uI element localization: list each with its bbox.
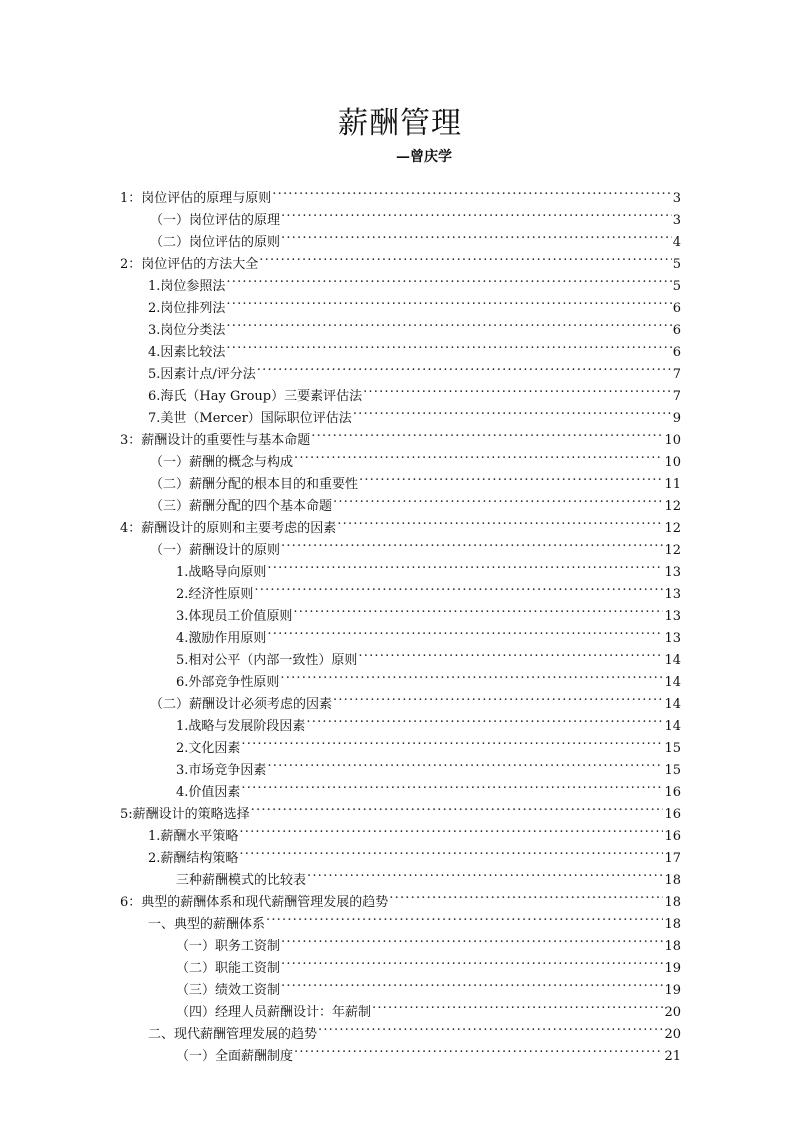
toc-entry-label: 2.岗位排列法 [148, 301, 226, 316]
toc-entry[interactable] [148, 312, 681, 338]
toc-entry-label: 3.岗位分类法 [148, 323, 226, 338]
toc-leader-dots [226, 290, 671, 312]
toc-entry-label: 6：典型的薪酬体系和现代薪酬管理发展的趋势 [120, 895, 389, 910]
toc-entry-page: 21 [664, 1049, 681, 1064]
toc-leader-dots [337, 510, 663, 532]
toc-entry[interactable] [176, 598, 681, 624]
toc-entry-page: 13 [664, 609, 681, 624]
toc-entry-label: （三）薪酬分配的四个基本命题 [150, 499, 333, 514]
toc-entry[interactable] [148, 334, 681, 360]
toc-entry-label: （二）薪酬设计必须考虑的因素 [150, 697, 333, 712]
toc-entry[interactable] [176, 620, 681, 646]
toc-entry-page: 5 [672, 279, 681, 294]
toc-entry-label: （四）经理人员薪酬设计：年薪制 [176, 1005, 372, 1020]
toc-entry[interactable] [176, 862, 681, 888]
toc-entry[interactable] [120, 884, 681, 910]
toc-entry-page: 6 [672, 345, 681, 360]
toc-entry[interactable] [176, 642, 681, 668]
toc-entry-label: 一、典型的薪酬体系 [148, 917, 266, 932]
toc-entry[interactable] [120, 180, 681, 206]
toc-leader-dots [353, 400, 672, 422]
toc-leader-dots [226, 268, 671, 290]
toc-entry-page: 10 [664, 433, 681, 448]
toc-entry-label: 6.外部竞争性原则 [176, 675, 280, 690]
toc-entry-page: 19 [664, 983, 681, 998]
toc-leader-dots [318, 1016, 663, 1038]
toc-entry[interactable] [176, 1038, 681, 1064]
toc-entry-label: （一）薪酬设计的原则 [150, 543, 281, 558]
toc-leader-dots [333, 686, 663, 708]
toc-entry-label: （二）薪酬分配的根本目的和重要性 [150, 477, 359, 492]
toc-entry-page: 13 [664, 631, 681, 646]
toc-entry-label: 2.文化因素 [176, 741, 241, 756]
toc-entry-label: （二）岗位评估的原则 [150, 235, 281, 250]
toc-entry-label: （一）岗位评估的原理 [150, 213, 281, 228]
toc-entry-page: 12 [664, 521, 681, 536]
toc-entry[interactable] [148, 906, 681, 932]
toc-entry-label: 4.价值因素 [176, 785, 241, 800]
toc-entry[interactable] [148, 400, 681, 426]
toc-entry-page: 4 [672, 235, 681, 250]
toc-entry-label: （一）全面薪酬制度 [176, 1049, 294, 1064]
toc-leader-dots [239, 840, 663, 862]
toc-leader-dots [363, 378, 672, 400]
toc-entry[interactable] [176, 994, 681, 1020]
toc-entry-page: 9 [672, 411, 681, 426]
toc-entry[interactable] [176, 730, 681, 756]
toc-entry-label: 3：薪酬设计的重要性与基本命题 [120, 433, 311, 448]
toc-leader-dots [267, 554, 663, 576]
toc-entry[interactable] [120, 796, 681, 822]
toc-leader-dots [307, 862, 663, 884]
toc-entry[interactable] [150, 686, 681, 712]
toc-entry-label: 三种薪酬模式的比较表 [176, 873, 307, 888]
toc-entry[interactable] [176, 950, 681, 976]
toc-entry-label: 二、现代薪酬管理发展的趋势 [148, 1027, 318, 1042]
toc-entry-page: 20 [664, 1027, 681, 1042]
toc-entry[interactable] [176, 774, 681, 800]
toc-leader-dots [281, 928, 663, 950]
toc-entry-page: 18 [664, 873, 681, 888]
toc-leader-dots [359, 466, 663, 488]
toc-entry[interactable] [150, 488, 681, 514]
toc-leader-dots [281, 950, 663, 972]
toc-entry-label: 1：岗位评估的原理与原则 [120, 191, 272, 206]
toc-leader-dots [266, 906, 663, 928]
toc-entry-label: 1.岗位参照法 [148, 279, 226, 294]
toc-entry[interactable] [148, 378, 681, 404]
toc-entry[interactable] [148, 1016, 681, 1042]
document-author: —曾庆学 [396, 149, 452, 165]
toc-entry-page: 14 [664, 697, 681, 712]
toc-entry-label: 2.经济性原则 [176, 587, 254, 602]
toc-entry-page: 13 [664, 565, 681, 580]
toc-entry-label: 6.海氏（Hay Group）三要素评估法 [148, 389, 363, 404]
toc-entry[interactable] [176, 752, 681, 778]
toc-leader-dots [306, 708, 663, 730]
toc-entry-page: 13 [664, 587, 681, 602]
toc-entry-page: 10 [664, 455, 681, 470]
toc-entry[interactable] [150, 466, 681, 492]
toc-entry[interactable] [150, 532, 681, 558]
toc-entry-label: 1.战略导向原则 [176, 565, 267, 580]
toc-entry-page: 12 [664, 543, 681, 558]
toc-entry-label: 4.因素比较法 [148, 345, 226, 360]
toc-leader-dots [241, 730, 663, 752]
toc-entry[interactable] [176, 972, 681, 998]
toc-entry-label: 4：薪酬设计的原则和主要考虑的因素 [120, 521, 337, 536]
toc-entry-label: （一）薪酬的概念与构成 [150, 455, 294, 470]
toc-leader-dots [267, 620, 663, 642]
toc-entry-page: 7 [672, 389, 681, 404]
toc-leader-dots [281, 224, 672, 246]
toc-entry[interactable] [150, 224, 681, 250]
toc-entry[interactable] [176, 576, 681, 602]
toc-entry[interactable] [148, 268, 681, 294]
toc-entry[interactable] [120, 422, 681, 448]
toc-leader-dots [281, 972, 663, 994]
toc-entry-label: 5:薪酬设计的策略选择 [120, 807, 250, 822]
toc-entry[interactable] [150, 202, 681, 228]
toc-leader-dots [358, 642, 663, 664]
toc-entry-page: 12 [664, 499, 681, 514]
toc-entry-page: 5 [672, 257, 681, 272]
toc-entry[interactable] [148, 356, 681, 382]
toc-entry-label: 7.美世（Mercer）国际职位评估法 [148, 411, 352, 426]
toc-leader-dots [241, 774, 663, 796]
toc-leader-dots [389, 884, 663, 906]
toc-leader-dots [281, 202, 672, 224]
toc-leader-dots [272, 180, 671, 202]
toc-entry-label: 2：岗位评估的方法大全 [120, 257, 259, 272]
document-title: 薪酬管理 [338, 106, 462, 141]
toc-entry[interactable] [150, 444, 681, 470]
toc-entry-label: （一）职务工资制 [176, 939, 281, 954]
toc-entry-label: 3.体现员工价值原则 [176, 609, 293, 624]
toc-entry-label: （二）职能工资制 [176, 961, 281, 976]
toc-entry-page: 14 [664, 719, 681, 734]
toc-entry-page: 18 [664, 895, 681, 910]
toc-entry[interactable] [148, 840, 681, 866]
toc-entry-page: 18 [664, 939, 681, 954]
toc-leader-dots [239, 818, 663, 840]
toc-entry[interactable] [120, 246, 681, 272]
toc-entry-label: 1.薪酬水平策略 [148, 829, 239, 844]
toc-leader-dots [294, 444, 663, 466]
toc-entry-page: 14 [664, 653, 681, 668]
toc-entry-page: 6 [672, 301, 681, 316]
toc-leader-dots [226, 312, 671, 334]
toc-entry-label: （三）绩效工资制 [176, 983, 281, 998]
toc-leader-dots [267, 752, 663, 774]
toc-leader-dots [294, 1038, 663, 1060]
toc-entry[interactable] [176, 928, 681, 954]
toc-entry-page: 19 [664, 961, 681, 976]
toc-entry-page: 7 [672, 367, 681, 382]
toc-entry-page: 6 [672, 323, 681, 338]
toc-entry-page: 11 [664, 477, 681, 492]
toc-entry-label: 2.薪酬结构策略 [148, 851, 239, 866]
toc-entry-page: 3 [672, 191, 681, 206]
toc-entry-page: 20 [664, 1005, 681, 1020]
toc-entry-page: 3 [672, 213, 681, 228]
toc-entry-label: 3.市场竞争因素 [176, 763, 267, 778]
toc-entry[interactable] [148, 290, 681, 316]
toc-entry-label: 4.激励作用原则 [176, 631, 267, 646]
toc-entry-page: 16 [664, 807, 681, 822]
toc-leader-dots [333, 488, 663, 510]
toc-leader-dots [226, 334, 671, 356]
toc-entry-page: 14 [664, 675, 681, 690]
toc-leader-dots [257, 356, 672, 378]
toc-entry[interactable] [176, 708, 681, 734]
toc-entry-label: 5.因素计点/评分法 [148, 367, 256, 382]
toc-leader-dots [251, 796, 664, 818]
toc-entry-page: 17 [664, 851, 681, 866]
toc-leader-dots [293, 598, 663, 620]
toc-leader-dots [372, 994, 663, 1016]
toc-entry-page: 15 [664, 741, 681, 756]
toc-entry-page: 16 [664, 785, 681, 800]
toc-entry[interactable] [148, 818, 681, 844]
toc-leader-dots [254, 576, 663, 598]
toc-leader-dots [280, 664, 663, 686]
toc-entry-label: 1.战略与发展阶段因素 [176, 719, 306, 734]
toc-entry-label: 5.相对公平（内部一致性）原则 [176, 653, 358, 668]
toc-entry[interactable] [120, 510, 681, 536]
toc-entry-page: 15 [664, 763, 681, 778]
toc-entry-page: 16 [664, 829, 681, 844]
toc-entry[interactable] [176, 554, 681, 580]
toc-leader-dots [259, 246, 671, 268]
toc-leader-dots [281, 532, 663, 554]
toc-entry[interactable] [176, 664, 681, 690]
toc-entry-page: 18 [664, 917, 681, 932]
toc-leader-dots [311, 422, 663, 444]
